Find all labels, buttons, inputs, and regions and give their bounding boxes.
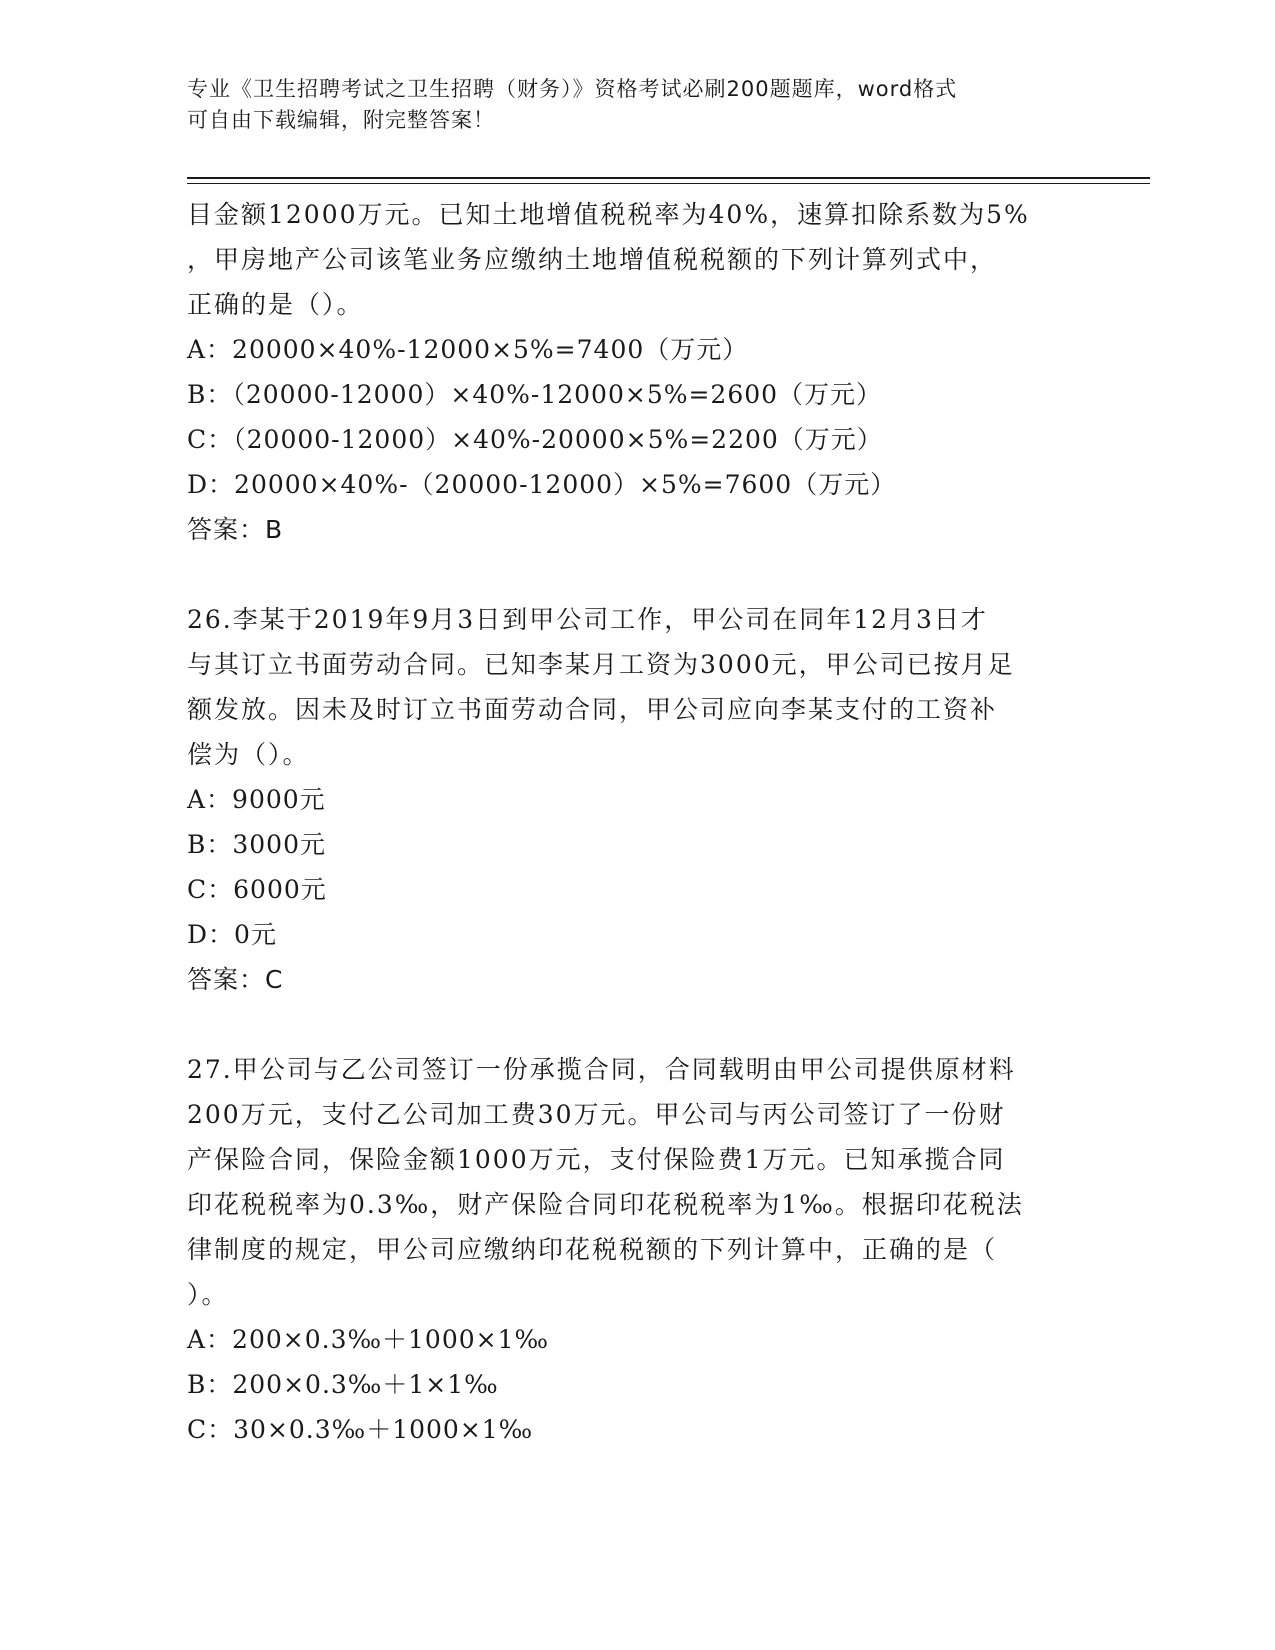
header-divider-thin (187, 183, 1150, 184)
document-header (187, 74, 1067, 136)
question-stem-line: 额发放。因未及时订立书面劳动合同，甲公司应向李某支付的工资补 (187, 695, 998, 724)
question-stem-line: ）。 (187, 1280, 229, 1309)
question-stem-line: 26.李某于2019年9月3日到甲公司工作，甲公司在同年12月3日才 (187, 605, 988, 634)
question-stem-line: 200万元，支付乙公司加工费30万元。甲公司与丙公司签订了一份财 (187, 1100, 1006, 1129)
option-a: A：20000×40%-12000×5%=7400（万元） (187, 335, 749, 364)
question-stem-line: 27.甲公司与乙公司签订一份承揽合同，合同载明由甲公司提供原材料 (187, 1055, 1016, 1084)
header-divider-thick (187, 177, 1150, 179)
question-stem-line: 正确的是（）。 (187, 290, 364, 319)
spacer (187, 552, 1087, 597)
question-stem-line: 目金额12000万元。已知土地增值税税率为40%，速算扣除系数为5% (187, 200, 1030, 229)
question-stem-line: 产保险合同，保险金额1000万元，支付保险费1万元。已知承揽合同 (187, 1145, 1006, 1174)
option-d: D：20000×40%-（20000-12000）×5%=7600（万元） (187, 470, 897, 499)
question-stem-line: 与其订立书面劳动合同。已知李某月工资为3000元，甲公司已按月足 (187, 650, 1015, 679)
question-block-25 (187, 192, 1087, 552)
option-a: A：9000元 (187, 785, 326, 814)
option-d: D：0元 (187, 920, 277, 949)
document-body (187, 192, 1087, 1452)
question-stem-line: 偿为（）。 (187, 740, 310, 769)
option-b: B：（20000-12000）×40%-12000×5%=2600（万元） (187, 380, 883, 409)
answer-line: 答案：B (187, 515, 284, 544)
option-b: B：200×0.3‰＋1×1‰ (187, 1370, 499, 1399)
spacer (187, 1002, 1087, 1047)
header-title-line-1: 专业《卫生招聘考试之卫生招聘（财务）》资格考试必刷200题题库，word格式 (187, 77, 958, 101)
option-c: C：6000元 (187, 875, 327, 904)
option-c: C：（20000-12000）×40%-20000×5%=2200（万元） (187, 425, 883, 454)
question-stem-line: 律制度的规定，甲公司应缴纳印花税税额的下列计算中，正确的是（ (187, 1235, 998, 1264)
question-stem-line: ，甲房地产公司该笔业务应缴纳土地增值税税额的下列计算列式中， (187, 245, 998, 274)
header-title-line-2: 可自由下载编辑，附完整答案！ (187, 108, 495, 132)
question-block-27 (187, 1047, 1087, 1452)
option-c: C：30×0.3‰＋1000×1‰ (187, 1415, 534, 1444)
option-a: A：200×0.3‰＋1000×1‰ (187, 1325, 550, 1354)
question-stem-line: 印花税税率为0.3‰，财产保险合同印花税税率为1‰。根据印花税法 (187, 1190, 1024, 1219)
answer-line: 答案：C (187, 965, 284, 994)
option-b: B：3000元 (187, 830, 326, 859)
question-block-26 (187, 597, 1087, 1002)
